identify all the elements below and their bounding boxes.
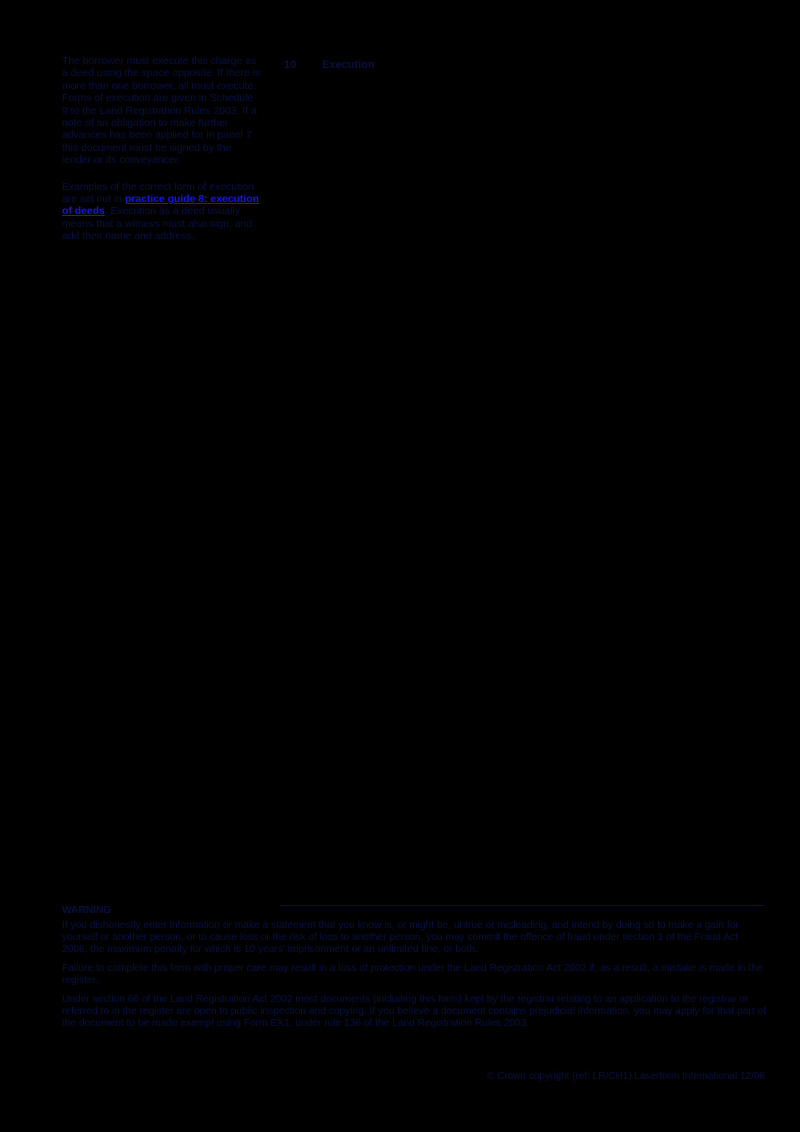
warning-section: [62, 905, 766, 1037]
panel-number: 10: [284, 59, 297, 71]
margin-notes-column: [62, 56, 261, 244]
warning-public-inspection-paragraph: Under section 66 of the Land Registration Act 2002 most documents (including this form) kept by the registrar relating to an application to the registrar or referred to in the register are open to public inspection and copying. If you believe a document contains prejudicial information, you may apply for that part of the document to be made exempt using Form EX1, under rule 136 of the Land Registration Rules 2003.: [62, 994, 766, 1029]
warning-proper-care-paragraph: Failure to complete this form with proper care may result in a loss of protection under the Land Registration Act 2002 if, as a result, a mistake is made in the register.: [62, 963, 763, 986]
execution-guidance-note: [62, 182, 261, 244]
warning-fraud-paragraph: If you dishonestly enter information or make a statement that you know is, or might be, untrue or misleading, and intend by doing so to make a gain for yourself or another person, or to cause loss or the risk of loss to another person, you may commit the offence of fraud under section 1 of the Fraud Act 2006, the maximum penalty for which is 10 years' imprisonment or an unlimited fine, or both.: [62, 920, 739, 955]
guidance-note-text-before: Examples of the correct form of execution are set out in: [62, 181, 254, 206]
execution-signature-area: [280, 78, 764, 906]
execution-panel-heading: [284, 59, 375, 71]
practice-guide-8-link[interactable]: practice guide 8: execution of deeds: [62, 194, 259, 218]
guidance-note-text-after: . Execution as a deed usually means that a witness must also sign, and add their name and address.: [62, 206, 253, 243]
copyright-footer: © Crown copyright (ref: LR/CH1) Laserform International 12/08: [486, 1071, 765, 1082]
panel-title: Execution: [322, 59, 375, 71]
execution-instruction-note: The borrower must execute this charge as a deed using the space opposite. If there is more than one borrower, all must execute. Forms of execution are given in Schedule 9 to the Land Registration Rules 2003. If a note of an obligation to make further advances has been applied for in panel 7 this document must be signed by the lender or its conveyancer.: [62, 56, 261, 167]
warning-heading: WARNING: [62, 905, 112, 916]
